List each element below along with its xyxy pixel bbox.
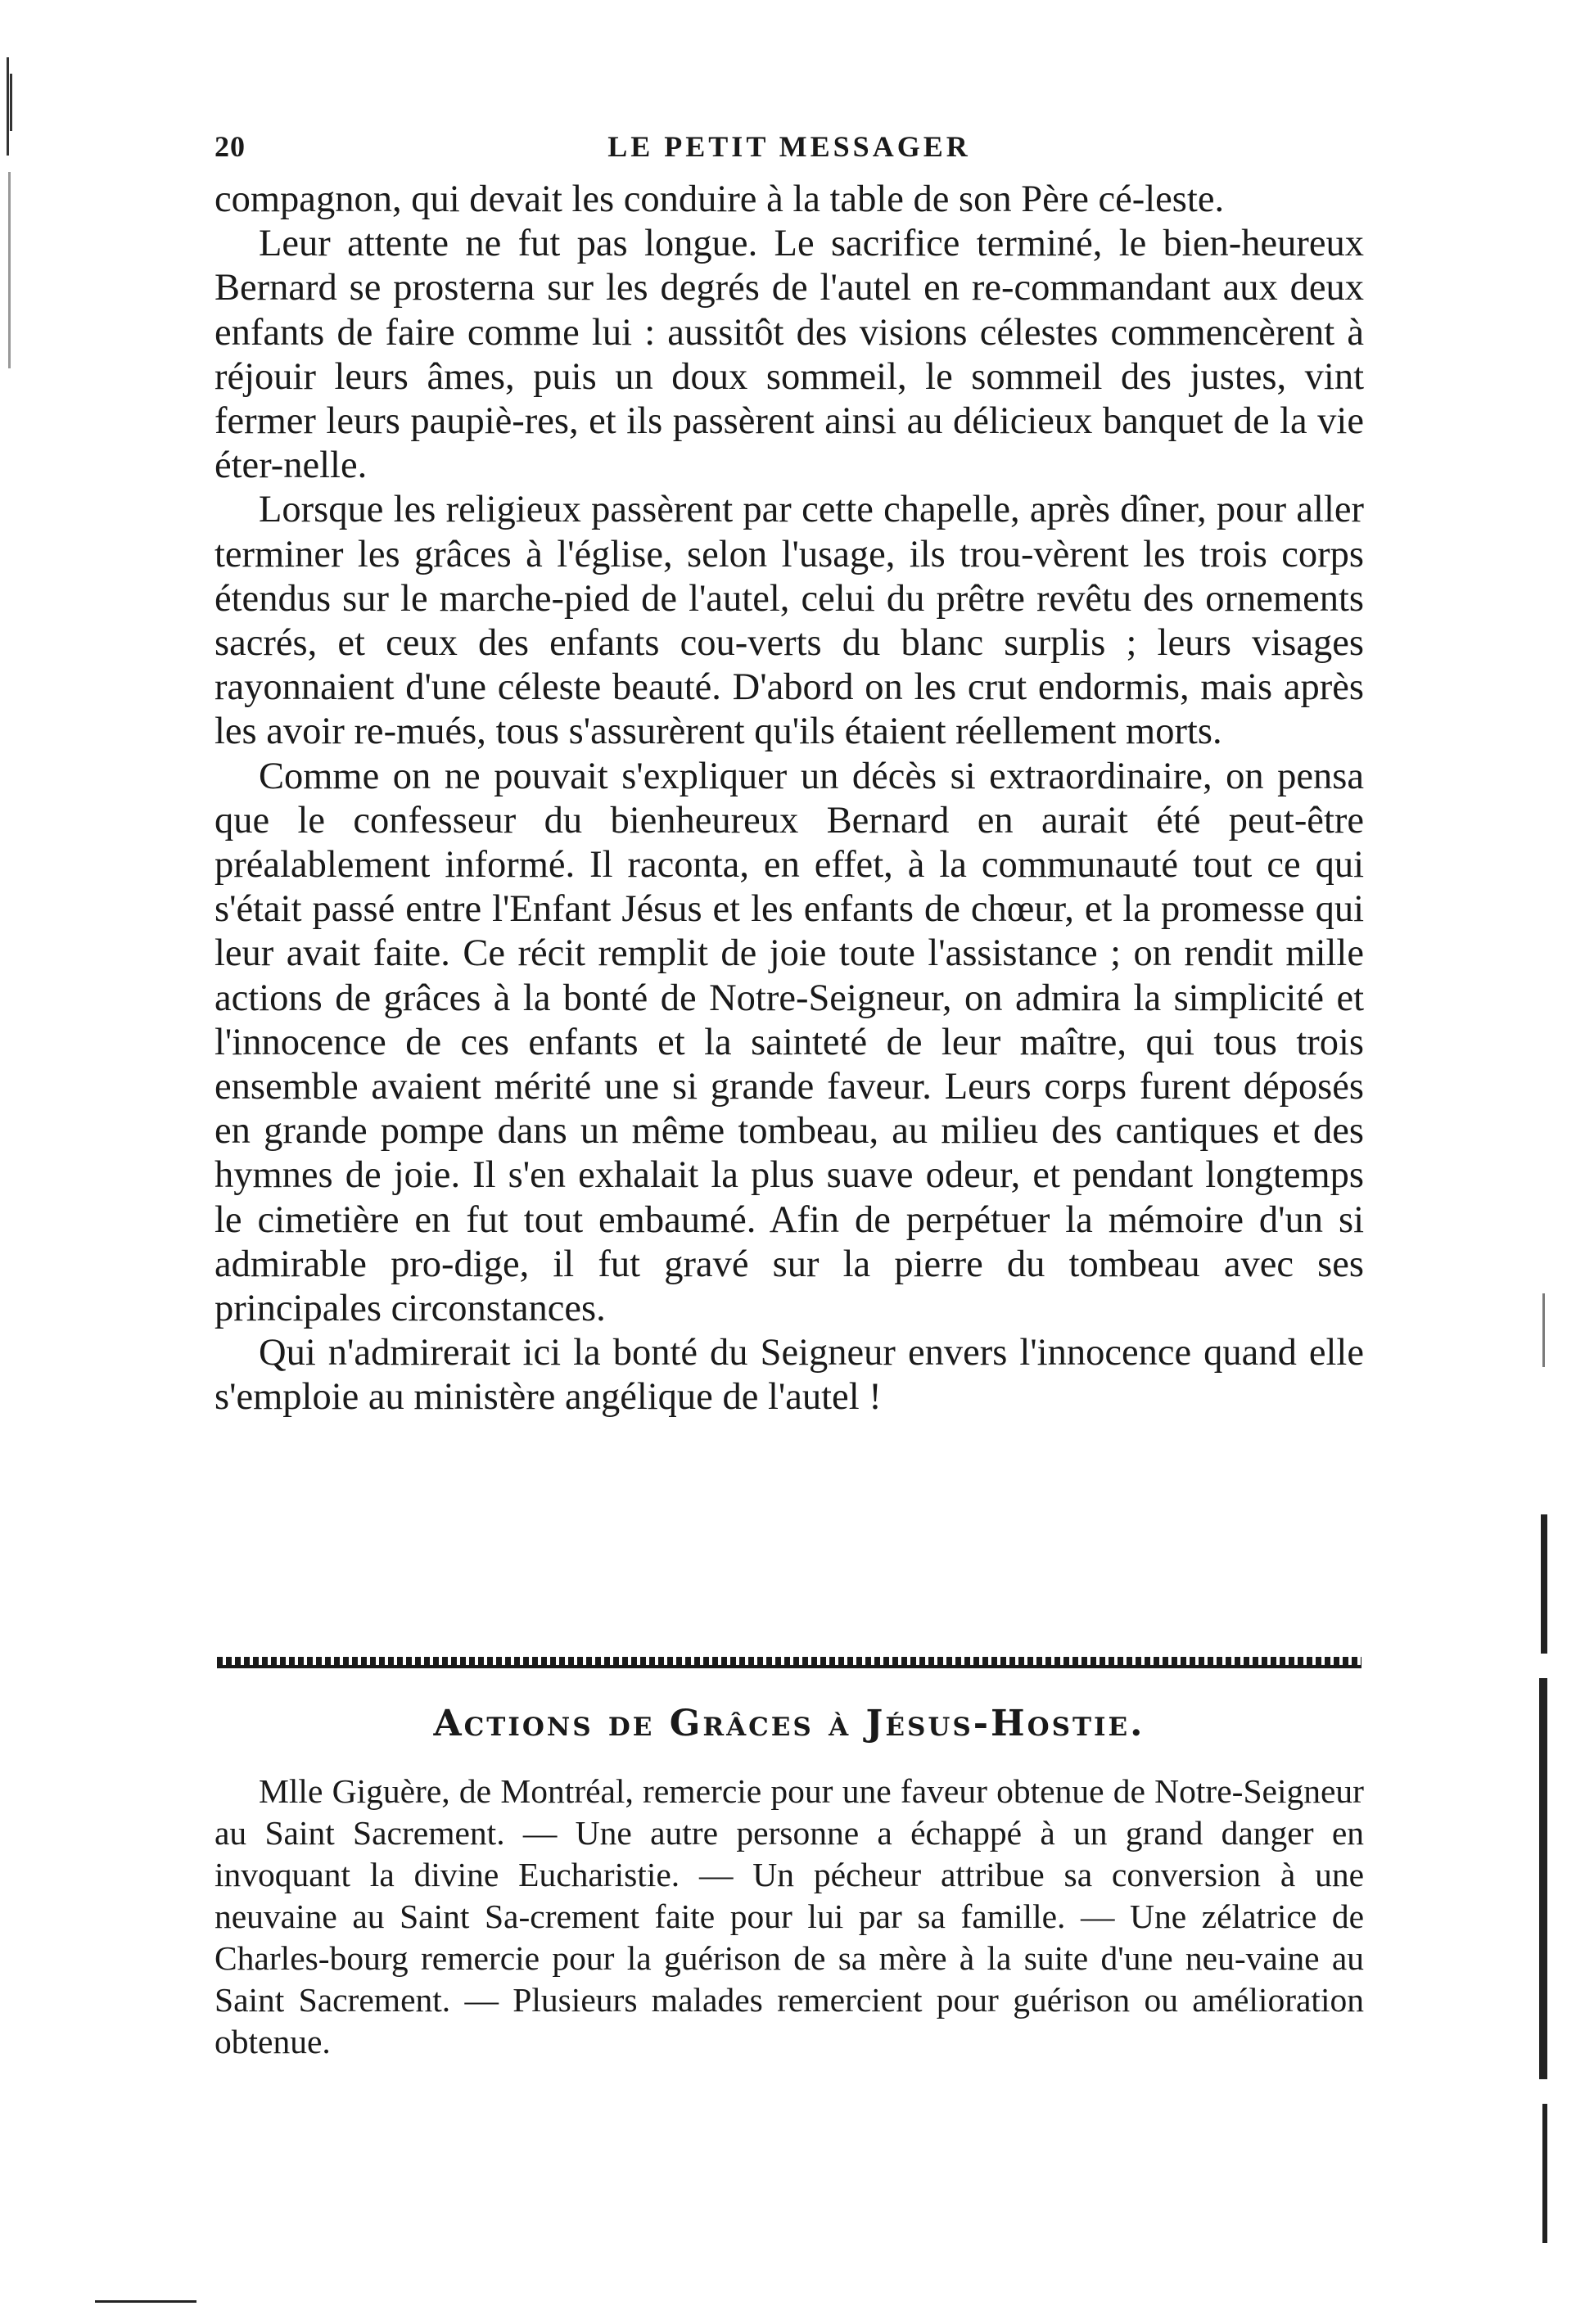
section-heading: Actions de Grâces à Jésus-Hostie.: [433, 1703, 1145, 1744]
paragraph: Comme on ne pouvait s'expliquer un décès si extraordinaire, on pensa que le confesseur du bienheureux Bernard en aurait été peut-être préalablement informé. Il raconta, en effet, à la communauté tout ce qui s'était passé entre l'Enfant Jésus et les enfants de chœur, et la promesse qui leur avait faite. Ce récit remplit de joie toute l'assistance ; on rendit mille actions de grâces à la bonté de Notre-Seigneur, on admira la simplicité et l'innocence de ces enfants et la sainteté de leur maître, qui tous trois ensemble avaient mérité une si grande faveur. Leurs corps furent déposés en grande pompe dans un même tombeau, au milieu des cantiques et des hymnes de joie. Il s'en exhalait la plus suave odeur, et pendant longtemps le cimetière en fut tout embaumé. Afin de perpétuer la mémoire d'un si admirable pro-dige, il fut gravé sur la pierre du tombeau avec ses principales circonstances.: [214, 755, 1364, 1330]
bottom-rule: [95, 2300, 196, 2303]
section-text: [214, 1771, 1364, 2063]
running-title: LE PETIT MESSAGER: [607, 130, 971, 163]
page-number: 20: [214, 130, 246, 163]
binding-edge-marks: [1531, 1293, 1560, 2243]
body-text: [214, 178, 1364, 1420]
paragraph: Qui n'admirerait ici la bonté du Seigneur envers l'innocence quand elle s'emploie au ministère angélique de l'autel !: [214, 1332, 1364, 1419]
left-margin-marks: [7, 57, 15, 368]
paragraph: Lorsque les religieux passèrent par cette chapelle, après dîner, pour aller terminer les grâces à l'église, selon l'usage, ils trou-vèrent les trois corps étendus sur le marche-pied de l'autel, celui du prêtre revêtu des ornements sacrés, et ceux des enfants cou-verts du blanc surplis ; leurs visages rayonnaient d'une céleste beauté. D'abord on les crut endormis, mais après les avoir re-mués, tous s'assurèrent qu'ils étaient réellement morts.: [214, 489, 1364, 753]
paragraph: Mlle Giguère, de Montréal, remercie pour une faveur obtenue de Notre-Seigneur au Saint Sacrement. — Une autre personne a échappé à un grand danger en invoquant la divine Eucharistie. — Un pécheur attribue sa conversion à une neuvaine au Saint Sa-crement faite pour lui par sa famille. — Une zélatrice de Charles-bourg remercie pour la guérison de sa mère à la suite d'une neu-vaine au Saint Sacrement. — Plusieurs malades remercient pour guérison ou amélioration obtenue.: [214, 1772, 1364, 2060]
ornamental-divider: [217, 1657, 1361, 1668]
paragraph: Leur attente ne fut pas longue. Le sacrifice terminé, le bien-heureux Bernard se prosterna sur les degrés de l'autel en re-commandant aux deux enfants de faire comme lui : aussitôt des visions célestes commencèrent à réjouir leurs âmes, puis un doux sommeil, le sommeil des justes, vint fermer leurs paupiè-res, et ils passèrent ainsi au délicieux banquet de la vie éter-nelle.: [214, 223, 1364, 487]
paragraph: compagnon, qui devait les conduire à la table de son Père cé-leste.: [214, 178, 1225, 220]
page-header: [214, 123, 1364, 172]
